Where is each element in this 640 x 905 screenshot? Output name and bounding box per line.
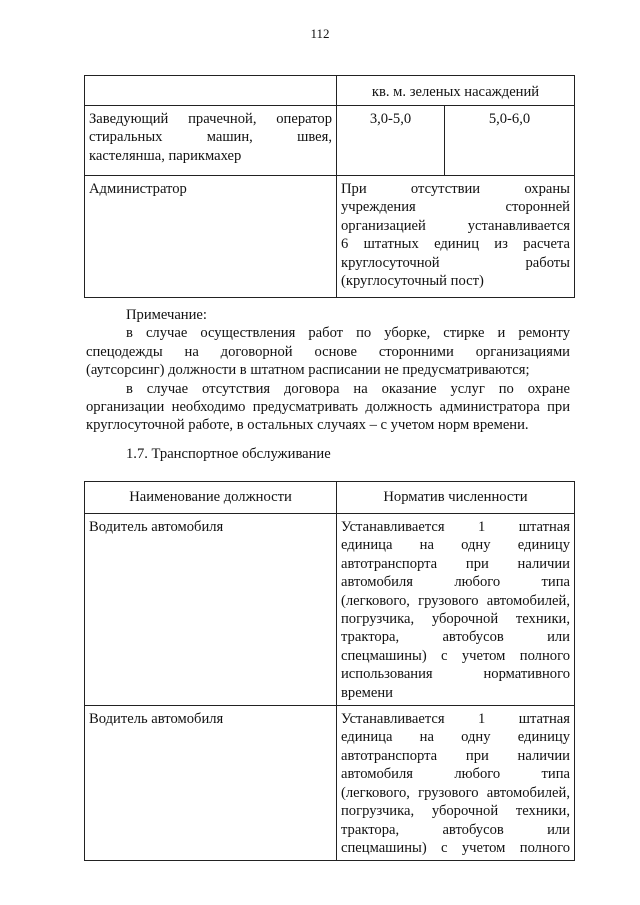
norm-line: единица на одну единицу (341, 729, 570, 746)
page-number: 112 (310, 26, 330, 41)
table-row (85, 514, 575, 706)
norm-line: (легкового, грузового автомобилей, (341, 592, 570, 609)
norm-line: круглосуточной работы (341, 254, 570, 271)
table-row (85, 76, 575, 106)
norm-cell (337, 514, 575, 706)
norm-line: автотранспорта при наличии (341, 747, 570, 764)
norm-cell (337, 176, 575, 298)
table-cell (85, 76, 337, 106)
note-line: круглосуточной работе, в остальных случаях – с учетом норм времени. (86, 417, 529, 434)
norm-cell (337, 706, 575, 861)
norm-line: погрузчика, уборочной техники, (341, 611, 570, 628)
norm-line: единица на одну единицу (341, 537, 570, 554)
table-row (85, 706, 575, 861)
table-header-row (85, 482, 575, 514)
norm-line: автотранспорта при наличии (341, 555, 570, 572)
norm-line: использования нормативного (341, 666, 570, 683)
norm-line: времени (341, 684, 393, 701)
norm-line: погрузчика, уборочной техники, (341, 803, 570, 820)
position-line: кастелянша, парикмахер (89, 147, 242, 164)
norm-line: автомобиля любого типа (341, 766, 570, 783)
area-unit-label: кв. м. зеленых насаждений (371, 84, 540, 100)
note-block (86, 306, 570, 435)
table-header-cell (337, 76, 575, 106)
norm-line: Устанавливается 1 штатная (341, 519, 570, 535)
transport-staffing-table (84, 481, 575, 861)
norm-line: трактора, автобусов или (341, 821, 570, 838)
norm-line: учреждения сторонней (341, 199, 570, 216)
col-header-position: Наименование должности (85, 482, 337, 514)
position-cell (85, 106, 337, 176)
norm-line: 6 штатных единиц из расчета (341, 236, 570, 253)
norm-line: (легкового, грузового автомобилей, (341, 784, 570, 801)
norm-line: (круглосуточный пост) (341, 273, 484, 290)
norm-line: Устанавливается 1 штатная (341, 711, 570, 728)
position-line: Заведующий прачечной, оператор (89, 111, 332, 127)
col-header-norm: Норматив численности (337, 482, 575, 514)
norm-line: При отсутствии охраны (341, 181, 570, 197)
note-line: (аутсорсинг) должности в штатном расписании не предусматриваются; (86, 362, 530, 379)
position-cell: Водитель автомобиля (85, 514, 337, 706)
note-line: в случае отсутствия договора на оказание услуг по охране (126, 380, 570, 397)
note-line: спецодежды на договорной основе сторонними организациями (86, 343, 570, 360)
note-line: в случае осуществления работ по уборке, стирке и ремонту (126, 325, 570, 342)
staffing-table-1 (84, 75, 575, 298)
note-line: организации необходимо предусматривать должность администратора при (86, 399, 570, 416)
position-cell: Администратор (85, 176, 337, 298)
norm-line: трактора, автобусов или (341, 629, 570, 646)
position-line: стиральных машин, швея, (89, 129, 332, 146)
norm-value-cell: 3,0-5,0 (337, 106, 445, 176)
section-title: 1.7. Транспортное обслуживание (126, 446, 331, 462)
table-row (85, 106, 575, 176)
table-row (85, 176, 575, 298)
norm-line: спецмашины) с учетом полного (341, 839, 570, 856)
note-title: Примечание: (126, 307, 207, 323)
position-cell: Водитель автомобиля (85, 706, 337, 861)
norm-line: спецмашины) с учетом полного (341, 647, 570, 664)
norm-line: автомобиля любого типа (341, 574, 570, 591)
norm-value-cell: 5,0-6,0 (445, 106, 575, 176)
norm-line: организацией устанавливается (341, 217, 570, 234)
